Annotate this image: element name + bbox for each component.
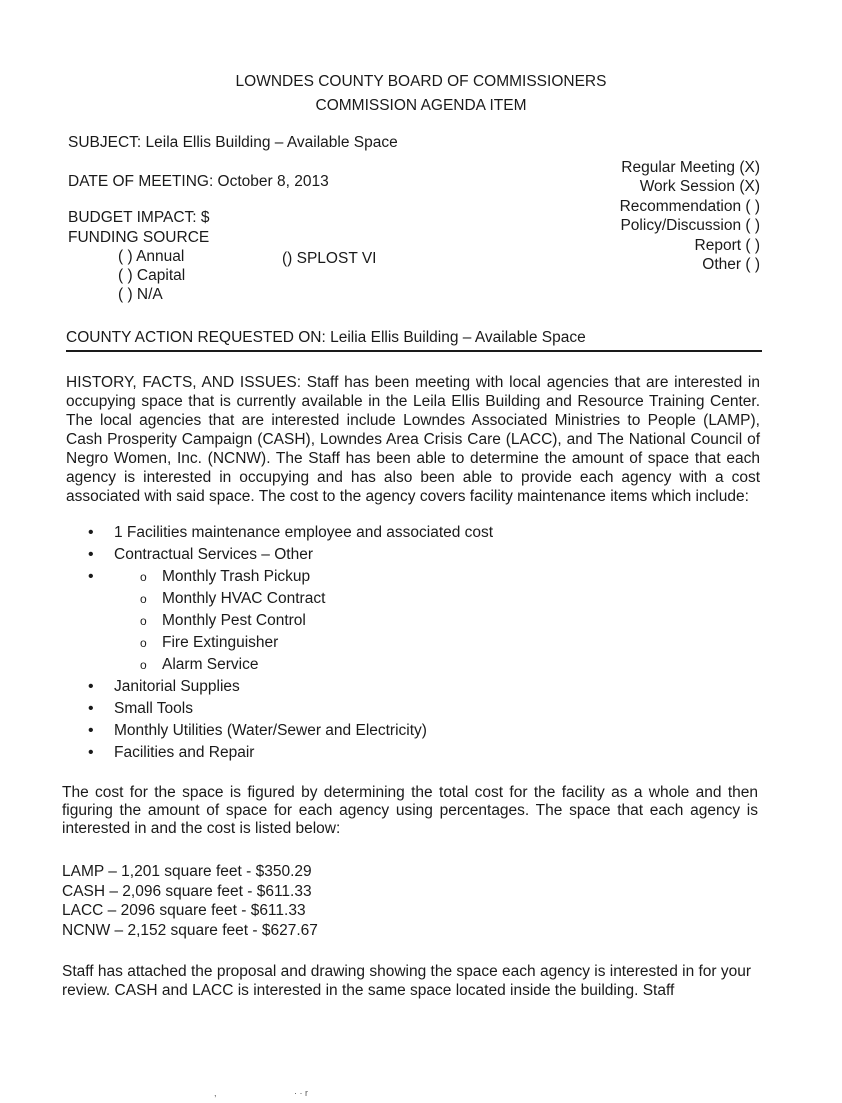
allocation-ncnw: NCNW – 2,152 square feet - $627.67 <box>62 921 318 939</box>
staff-paragraph: Staff has attached the proposal and drawing showing the space each agency is interested in for your review. CASH and LACC is interested in the same space located inside the building. Staff <box>62 963 752 999</box>
sub-list-item: o Fire Extinguisher <box>112 632 493 654</box>
allocation-cash: CASH – 2,096 square feet - $611.33 <box>62 882 312 900</box>
cost-paragraph: The cost for the space is figured by determining the total cost for the facility as a whole and then figuring the amount of space for each agency using percentages. The space that each agency is interested in and the cost is listed below: <box>62 784 758 837</box>
list-item: • Facilities and Repair <box>88 742 493 764</box>
meeting-type-work-session: Work Session (X) <box>639 178 760 196</box>
meeting-type-list <box>620 158 760 274</box>
meeting-type-regular: Regular Meeting (X) <box>621 159 760 176</box>
funding-source-label: FUNDING SOURCE <box>68 229 210 246</box>
subject-line: SUBJECT: Leila Ellis Building – Available Space <box>68 134 398 151</box>
sub-list-item: o • Monthly Trash Pickup <box>112 566 493 588</box>
meeting-type-other: Other ( ) <box>702 255 760 273</box>
scan-mark: · · r <box>294 1088 308 1098</box>
meeting-type-report: Report ( ) <box>694 236 760 254</box>
scan-mark: , <box>214 1088 217 1098</box>
funding-option-splost: () SPLOST VI <box>282 250 377 267</box>
sub-list-item: o Alarm Service <box>112 654 493 676</box>
list-item: • Contractual Services – Other <box>88 544 493 566</box>
maintenance-items-list <box>88 522 493 764</box>
header-subtitle: COMMISSION AGENDA ITEM <box>315 97 527 114</box>
header-title: LOWNDES COUNTY BOARD OF COMMISSIONERS <box>235 73 607 90</box>
funding-option-annual: ( ) Annual <box>118 248 185 265</box>
space-allocation-list <box>62 862 318 940</box>
sub-list-item: o Monthly HVAC Contract <box>112 588 493 610</box>
history-paragraph: HISTORY, FACTS, AND ISSUES: Staff has been meeting with local agencies that are interested in occupying space that is currently available in the Leila Ellis Building and Resource Training Center. The local agencies that are interested include Lowndes Associated Ministries to People (LAMP), Cash Prosperity Campaign (CASH), Lowndes Area Crisis Care (LACC), and The National Council of Negro Women, Inc. (NCNW). The Staff has been able to determine the amount of space that each agency is interested in occupying and has also been able to provide each agency with a cost associated with said space. The cost to the agency covers facility maintenance items which include: <box>66 374 760 505</box>
meeting-date: DATE OF MEETING: October 8, 2013 <box>68 173 329 190</box>
funding-option-capital: ( ) Capital <box>118 267 186 284</box>
list-item: • Small Tools <box>88 698 493 720</box>
list-item: • Monthly Utilities (Water/Sewer and Electricity) <box>88 720 493 742</box>
contractual-services-sublist <box>88 566 493 676</box>
list-item: • Janitorial Supplies <box>88 676 493 698</box>
sub-list-container <box>88 566 493 676</box>
meeting-type-policy: Policy/Discussion ( ) <box>620 217 760 235</box>
meeting-type-recommendation: Recommendation ( ) <box>619 197 760 215</box>
budget-impact: BUDGET IMPACT: $ <box>68 209 210 226</box>
sub-list-item: o Monthly Pest Control <box>112 610 493 632</box>
action-requested: COUNTY ACTION REQUESTED ON: Leilia Ellis Building – Available Space <box>66 329 586 346</box>
section-divider <box>66 350 762 352</box>
list-item: • 1 Facilities maintenance employee and associated cost <box>88 522 493 544</box>
allocation-lacc: LACC – 2096 square feet - $611.33 <box>62 902 306 919</box>
funding-option-na: ( ) N/A <box>118 286 163 303</box>
allocation-lamp: LAMP – 1,201 square feet - $350.29 <box>62 863 312 880</box>
